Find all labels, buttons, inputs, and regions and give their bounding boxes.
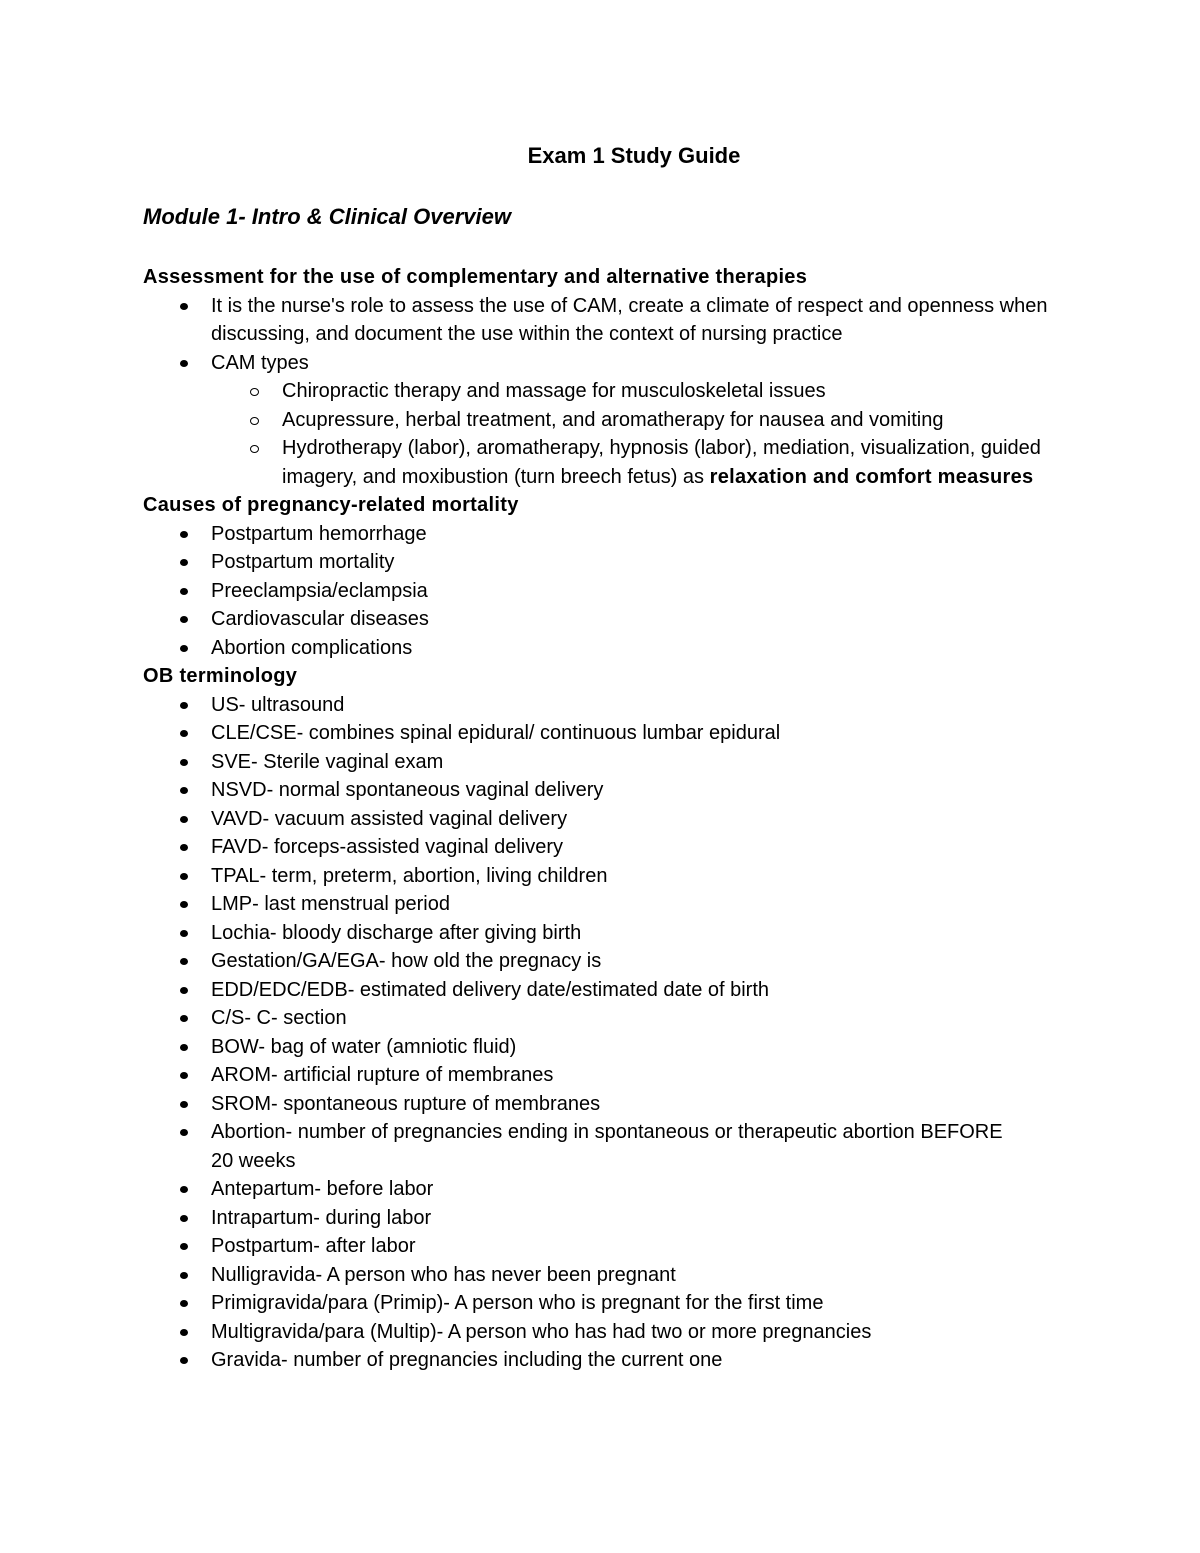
section-heading-terminology: OB terminology bbox=[143, 665, 298, 687]
sublist-item-text: Hydrotherapy (labor), aromatherapy, hypnosis (labor), mediation, visualization, guided imagery, and moxibustion (turn breech fetus) as bbox=[282, 437, 1041, 488]
list-item: CLE/CSE- combines spinal epidural/ continuous lumbar epidural bbox=[211, 719, 1073, 748]
sublist-item bbox=[282, 434, 1073, 491]
cam-list bbox=[143, 292, 1073, 492]
list-item: Postpartum hemorrhage bbox=[211, 520, 1073, 549]
list-item: Abortion complications bbox=[211, 634, 1073, 663]
list-item bbox=[211, 349, 1073, 492]
module-heading: Module 1- Intro & Clinical Overview bbox=[143, 204, 511, 229]
list-item: Nulligravida- A person who has never been pregnant bbox=[211, 1261, 1073, 1290]
list-item: US- ultrasound bbox=[211, 691, 1073, 720]
list-item: Postpartum mortality bbox=[211, 548, 1073, 577]
list-item: Multigravida/para (Multip)- A person who has had two or more pregnancies bbox=[211, 1318, 1073, 1347]
sublist-item: Acupressure, herbal treatment, and aromatherapy for nausea and vomiting bbox=[282, 406, 1073, 435]
list-item: Preeclampsia/eclampsia bbox=[211, 577, 1073, 606]
page-title: Exam 1 Study Guide bbox=[527, 143, 741, 168]
list-item: It is the nurse's role to assess the use of CAM, create a climate of respect and openness when discussing, and document the use within the context of nursing practice bbox=[211, 292, 1073, 349]
list-item: VAVD- vacuum assisted vaginal delivery bbox=[211, 805, 1073, 834]
list-item: Abortion- number of pregnancies ending in spontaneous or therapeutic abortion BEFORE 20 weeks bbox=[211, 1118, 1073, 1175]
document-body bbox=[143, 263, 1073, 1375]
list-item: Antepartum- before labor bbox=[211, 1175, 1073, 1204]
list-item: Cardiovascular diseases bbox=[211, 605, 1073, 634]
list-item: AROM- artificial rupture of membranes bbox=[211, 1061, 1073, 1090]
list-item: SVE- Sterile vaginal exam bbox=[211, 748, 1073, 777]
list-item: Gravida- number of pregnancies including the current one bbox=[211, 1346, 1073, 1375]
list-item: Primigravida/para (Primip)- A person who is pregnant for the first time bbox=[211, 1289, 1073, 1318]
sublist-item: Chiropractic therapy and massage for musculoskeletal issues bbox=[282, 377, 1073, 406]
terminology-list bbox=[143, 691, 1073, 1375]
list-item: LMP- last menstrual period bbox=[211, 890, 1073, 919]
list-item: NSVD- normal spontaneous vaginal delivery bbox=[211, 776, 1073, 805]
list-item: EDD/EDC/EDB- estimated delivery date/estimated date of birth bbox=[211, 976, 1073, 1005]
list-item: BOW- bag of water (amniotic fluid) bbox=[211, 1033, 1073, 1062]
list-item: C/S- C- section bbox=[211, 1004, 1073, 1033]
list-item: Lochia- bloody discharge after giving birth bbox=[211, 919, 1073, 948]
mortality-list bbox=[143, 520, 1073, 663]
list-item: Gestation/GA/EGA- how old the pregnacy is bbox=[211, 947, 1073, 976]
section-heading-cam: Assessment for the use of complementary and alternative therapies bbox=[143, 266, 808, 288]
cam-types-sublist bbox=[211, 377, 1073, 491]
list-item: Intrapartum- during labor bbox=[211, 1204, 1073, 1233]
section-heading-mortality: Causes of pregnancy-related mortality bbox=[143, 494, 519, 516]
list-item: Postpartum- after labor bbox=[211, 1232, 1073, 1261]
list-item: SROM- spontaneous rupture of membranes bbox=[211, 1090, 1073, 1119]
emphasis-text: relaxation and comfort measures bbox=[709, 465, 1034, 488]
list-item-label: CAM types bbox=[211, 351, 309, 374]
list-item: FAVD- forceps-assisted vaginal delivery bbox=[211, 833, 1073, 862]
list-item: TPAL- term, preterm, abortion, living children bbox=[211, 862, 1073, 891]
